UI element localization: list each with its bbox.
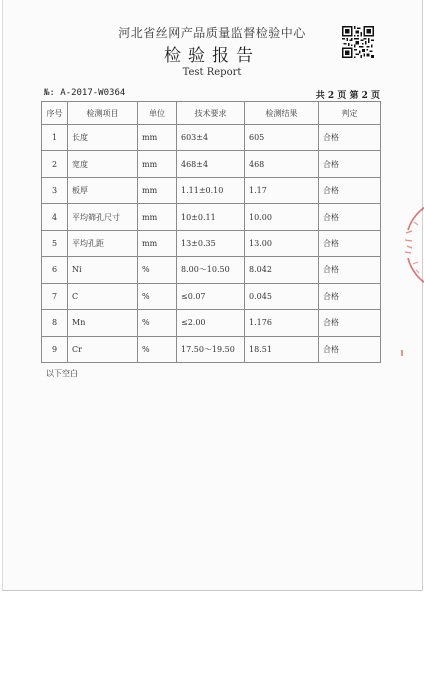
cell-result: 10.00 xyxy=(245,204,319,230)
cell-no: 4 xyxy=(42,204,68,230)
qr-code-icon xyxy=(342,26,374,58)
cell-item: Ni xyxy=(68,257,138,283)
edge-mark xyxy=(401,350,403,356)
table-row xyxy=(42,283,381,309)
cell-no: 1 xyxy=(42,125,68,151)
header-serial-no: 序号 xyxy=(42,102,68,125)
cell-unit: mm xyxy=(138,125,177,151)
header-requirement: 技术要求 xyxy=(177,102,245,125)
cell-verdict: 合格 xyxy=(319,177,381,203)
cell-verdict: 合格 xyxy=(319,283,381,309)
cell-requirement: 468±4 xyxy=(177,151,245,177)
blank-below-note: 以下空白 xyxy=(46,369,78,378)
cell-unit: % xyxy=(138,257,177,283)
cell-result: 1.176 xyxy=(245,310,319,336)
table-header-row xyxy=(42,102,381,125)
cell-item: Mn xyxy=(68,310,138,336)
cell-item: 宽度 xyxy=(68,151,138,177)
cell-result: 13.00 xyxy=(245,230,319,256)
table-row xyxy=(42,204,381,230)
report-number: №: A-2017-W0364 xyxy=(44,88,126,98)
report-title-en: Test Report xyxy=(182,67,242,78)
header-test-item: 检测项目 xyxy=(68,102,138,125)
cell-requirement: 13±0.35 xyxy=(177,230,245,256)
cell-item: 平均筛孔尺寸 xyxy=(68,204,138,230)
cell-unit: mm xyxy=(138,151,177,177)
cell-requirement: 1.11±0.10 xyxy=(177,177,245,203)
cell-result: 605 xyxy=(245,125,319,151)
cell-verdict: 合格 xyxy=(319,336,381,363)
cell-result: 0.045 xyxy=(245,283,319,309)
cell-no: 9 xyxy=(42,336,68,363)
cell-unit: mm xyxy=(138,204,177,230)
cell-verdict: 合格 xyxy=(319,151,381,177)
page-indicator: 共 2 页 第 2 页 xyxy=(315,91,380,101)
cell-no: 8 xyxy=(42,310,68,336)
cell-verdict: 合格 xyxy=(319,310,381,336)
table-row xyxy=(42,310,381,336)
cell-item: 长度 xyxy=(68,125,138,151)
header-unit: 单位 xyxy=(138,102,177,125)
cell-no: 7 xyxy=(42,283,68,309)
cell-result: 18.51 xyxy=(245,336,319,363)
table-row xyxy=(42,336,381,363)
cell-unit: % xyxy=(138,310,177,336)
cell-requirement: 17.50～19.50 xyxy=(177,336,245,363)
cell-result: 1.17 xyxy=(245,177,319,203)
cell-requirement: ≤0.07 xyxy=(177,283,245,309)
cell-unit: % xyxy=(138,283,177,309)
cell-item: 板厚 xyxy=(68,177,138,203)
cell-requirement: 10±0.11 xyxy=(177,204,245,230)
table-row xyxy=(42,125,381,151)
cell-verdict: 合格 xyxy=(319,230,381,256)
seal-stamp-fragment xyxy=(400,200,424,290)
cell-unit: % xyxy=(138,336,177,363)
cell-verdict: 合格 xyxy=(319,257,381,283)
cell-requirement: ≤2.00 xyxy=(177,310,245,336)
cell-item: 平均孔距 xyxy=(68,230,138,256)
cell-no: 3 xyxy=(42,177,68,203)
table-row xyxy=(42,230,381,256)
cell-requirement: 8.00～10.50 xyxy=(177,257,245,283)
cell-no: 5 xyxy=(42,230,68,256)
cell-no: 2 xyxy=(42,151,68,177)
cell-unit: mm xyxy=(138,177,177,203)
test-results-table xyxy=(41,101,381,363)
cell-no: 6 xyxy=(42,257,68,283)
header-result: 检测结果 xyxy=(245,102,319,125)
report-title-cn: 检验报告 xyxy=(164,46,260,66)
cell-item: Cr xyxy=(68,336,138,363)
table-row xyxy=(42,177,381,203)
cell-unit: mm xyxy=(138,230,177,256)
table-row xyxy=(42,257,381,283)
cell-item: C xyxy=(68,283,138,309)
cell-verdict: 合格 xyxy=(319,204,381,230)
cell-result: 468 xyxy=(245,151,319,177)
header-verdict: 判定 xyxy=(319,102,381,125)
org-name: 河北省丝网产品质量监督检验中心 xyxy=(118,26,306,40)
table-row xyxy=(42,151,381,177)
cell-result: 8.042 xyxy=(245,257,319,283)
cell-requirement: 603±4 xyxy=(177,125,245,151)
cell-verdict: 合格 xyxy=(319,125,381,151)
